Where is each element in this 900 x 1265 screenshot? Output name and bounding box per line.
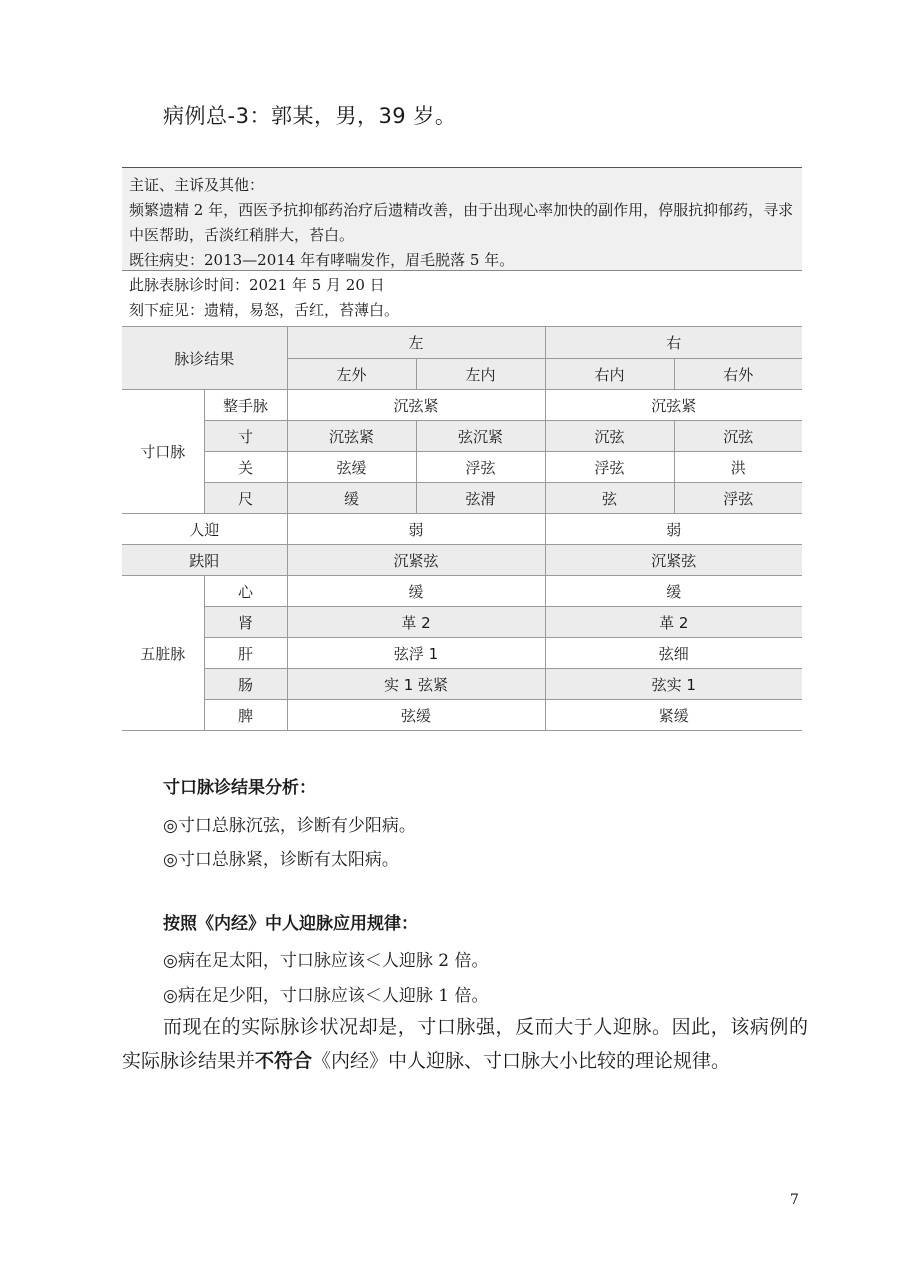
case-title: 病例总-3：郭某，男，39 岁。 <box>163 104 457 128</box>
info-heading: 主证、主诉及其他： <box>129 176 265 194</box>
table-cell: 洪 <box>674 452 802 483</box>
table-cell: 弦浮 1 <box>287 638 545 669</box>
current-symptoms: 刻下症见：遗精，易怒，舌红，苔薄白。 <box>129 301 400 319</box>
table-cell: 弦细 <box>545 638 802 669</box>
table-cell: 浮弦 <box>545 452 674 483</box>
table-cell: 缓 <box>545 576 802 607</box>
cunkou-analysis-item: ◎寸口总脉沉弦，诊断有少阳病。 <box>163 816 416 836</box>
table-cell: 浮弦 <box>674 483 802 514</box>
row-label: 肠 <box>204 669 287 700</box>
whole-hand-label: 整手脉 <box>204 390 287 421</box>
table-cell: 弦缓 <box>287 700 545 731</box>
exam-info-block <box>122 270 802 325</box>
page-number: 7 <box>790 1192 799 1208</box>
whole-hand-right: 沉弦紧 <box>545 390 802 421</box>
table-cell: 实 1 弦紧 <box>287 669 545 700</box>
table-cell: 革 2 <box>545 607 802 638</box>
paragraph-text: 《内经》中人迎脉、寸口脉大小比较的理论规律。 <box>312 1050 731 1072</box>
table-cell: 浮弦 <box>416 452 545 483</box>
wuzang-label: 五脏脉 <box>122 576 204 731</box>
fuyang-right: 沉紧弦 <box>545 545 802 576</box>
row-label: 脾 <box>204 700 287 731</box>
row-label: 肾 <box>204 607 287 638</box>
row-label: 关 <box>204 452 287 483</box>
exam-time: 此脉表脉诊时间：2021 年 5 月 20 日 <box>129 276 385 294</box>
table-cell: 弦沉紧 <box>416 421 545 452</box>
cunkou-label: 寸口脉 <box>122 390 204 514</box>
left-header: 左 <box>287 327 545 359</box>
info-history: 既往病史：2013—2014 年有哮喘发作，眉毛脱落 5 年。 <box>129 251 515 269</box>
table-cell: 缓 <box>287 576 545 607</box>
result-header: 脉诊结果 <box>122 327 287 390</box>
renying-right: 弱 <box>545 514 802 545</box>
paragraph-emphasis: 不符合 <box>255 1050 313 1072</box>
fuyang-label: 趺阳 <box>122 545 287 576</box>
row-label: 肝 <box>204 638 287 669</box>
table-cell: 沉弦 <box>545 421 674 452</box>
table-cell: 弦滑 <box>416 483 545 514</box>
pulse-diagnosis-table <box>122 326 802 731</box>
fuyang-left: 沉紧弦 <box>287 545 545 576</box>
paragraph-text: 而现在的实际脉诊状况却是，寸口脉强，反而大于人迎脉。因此，该病例的实际脉诊结果并 <box>122 1016 808 1072</box>
table-cell: 沉弦紧 <box>287 421 416 452</box>
row-label: 尺 <box>204 483 287 514</box>
row-label: 心 <box>204 576 287 607</box>
info-complaint: 频繁遗精 2 年，西医予抗抑郁药治疗后遗精改善，由于出现心率加快的副作用，停服抗抑郁药，寻求中医帮助，舌淡红稍胖大，苔白。 <box>129 201 794 244</box>
conclusion-paragraph <box>122 1010 808 1078</box>
sub-header-left-inner: 左内 <box>416 359 545 390</box>
row-label: 寸 <box>204 421 287 452</box>
sub-header-right-outer: 右外 <box>674 359 802 390</box>
neijing-item: ◎病在足太阳，寸口脉应该＜人迎脉 2 倍。 <box>163 951 489 971</box>
sub-header-right-inner: 右内 <box>545 359 674 390</box>
chief-complaint-block <box>122 167 802 277</box>
cunkou-analysis-heading: 寸口脉诊结果分析： <box>163 778 316 798</box>
table-cell: 弦实 1 <box>545 669 802 700</box>
right-header: 右 <box>545 327 802 359</box>
neijing-heading: 按照《内经》中人迎脉应用规律： <box>163 914 418 934</box>
table-cell: 沉弦 <box>674 421 802 452</box>
table-cell: 弦缓 <box>287 452 416 483</box>
renying-label: 人迎 <box>122 514 287 545</box>
renying-left: 弱 <box>287 514 545 545</box>
table-cell: 革 2 <box>287 607 545 638</box>
table-cell: 缓 <box>287 483 416 514</box>
table-cell: 弦 <box>545 483 674 514</box>
sub-header-left-outer: 左外 <box>287 359 416 390</box>
table-cell: 紧缓 <box>545 700 802 731</box>
whole-hand-left: 沉弦紧 <box>287 390 545 421</box>
neijing-item: ◎病在足少阳，寸口脉应该＜人迎脉 1 倍。 <box>163 986 489 1006</box>
cunkou-analysis-item: ◎寸口总脉紧，诊断有太阳病。 <box>163 850 399 870</box>
